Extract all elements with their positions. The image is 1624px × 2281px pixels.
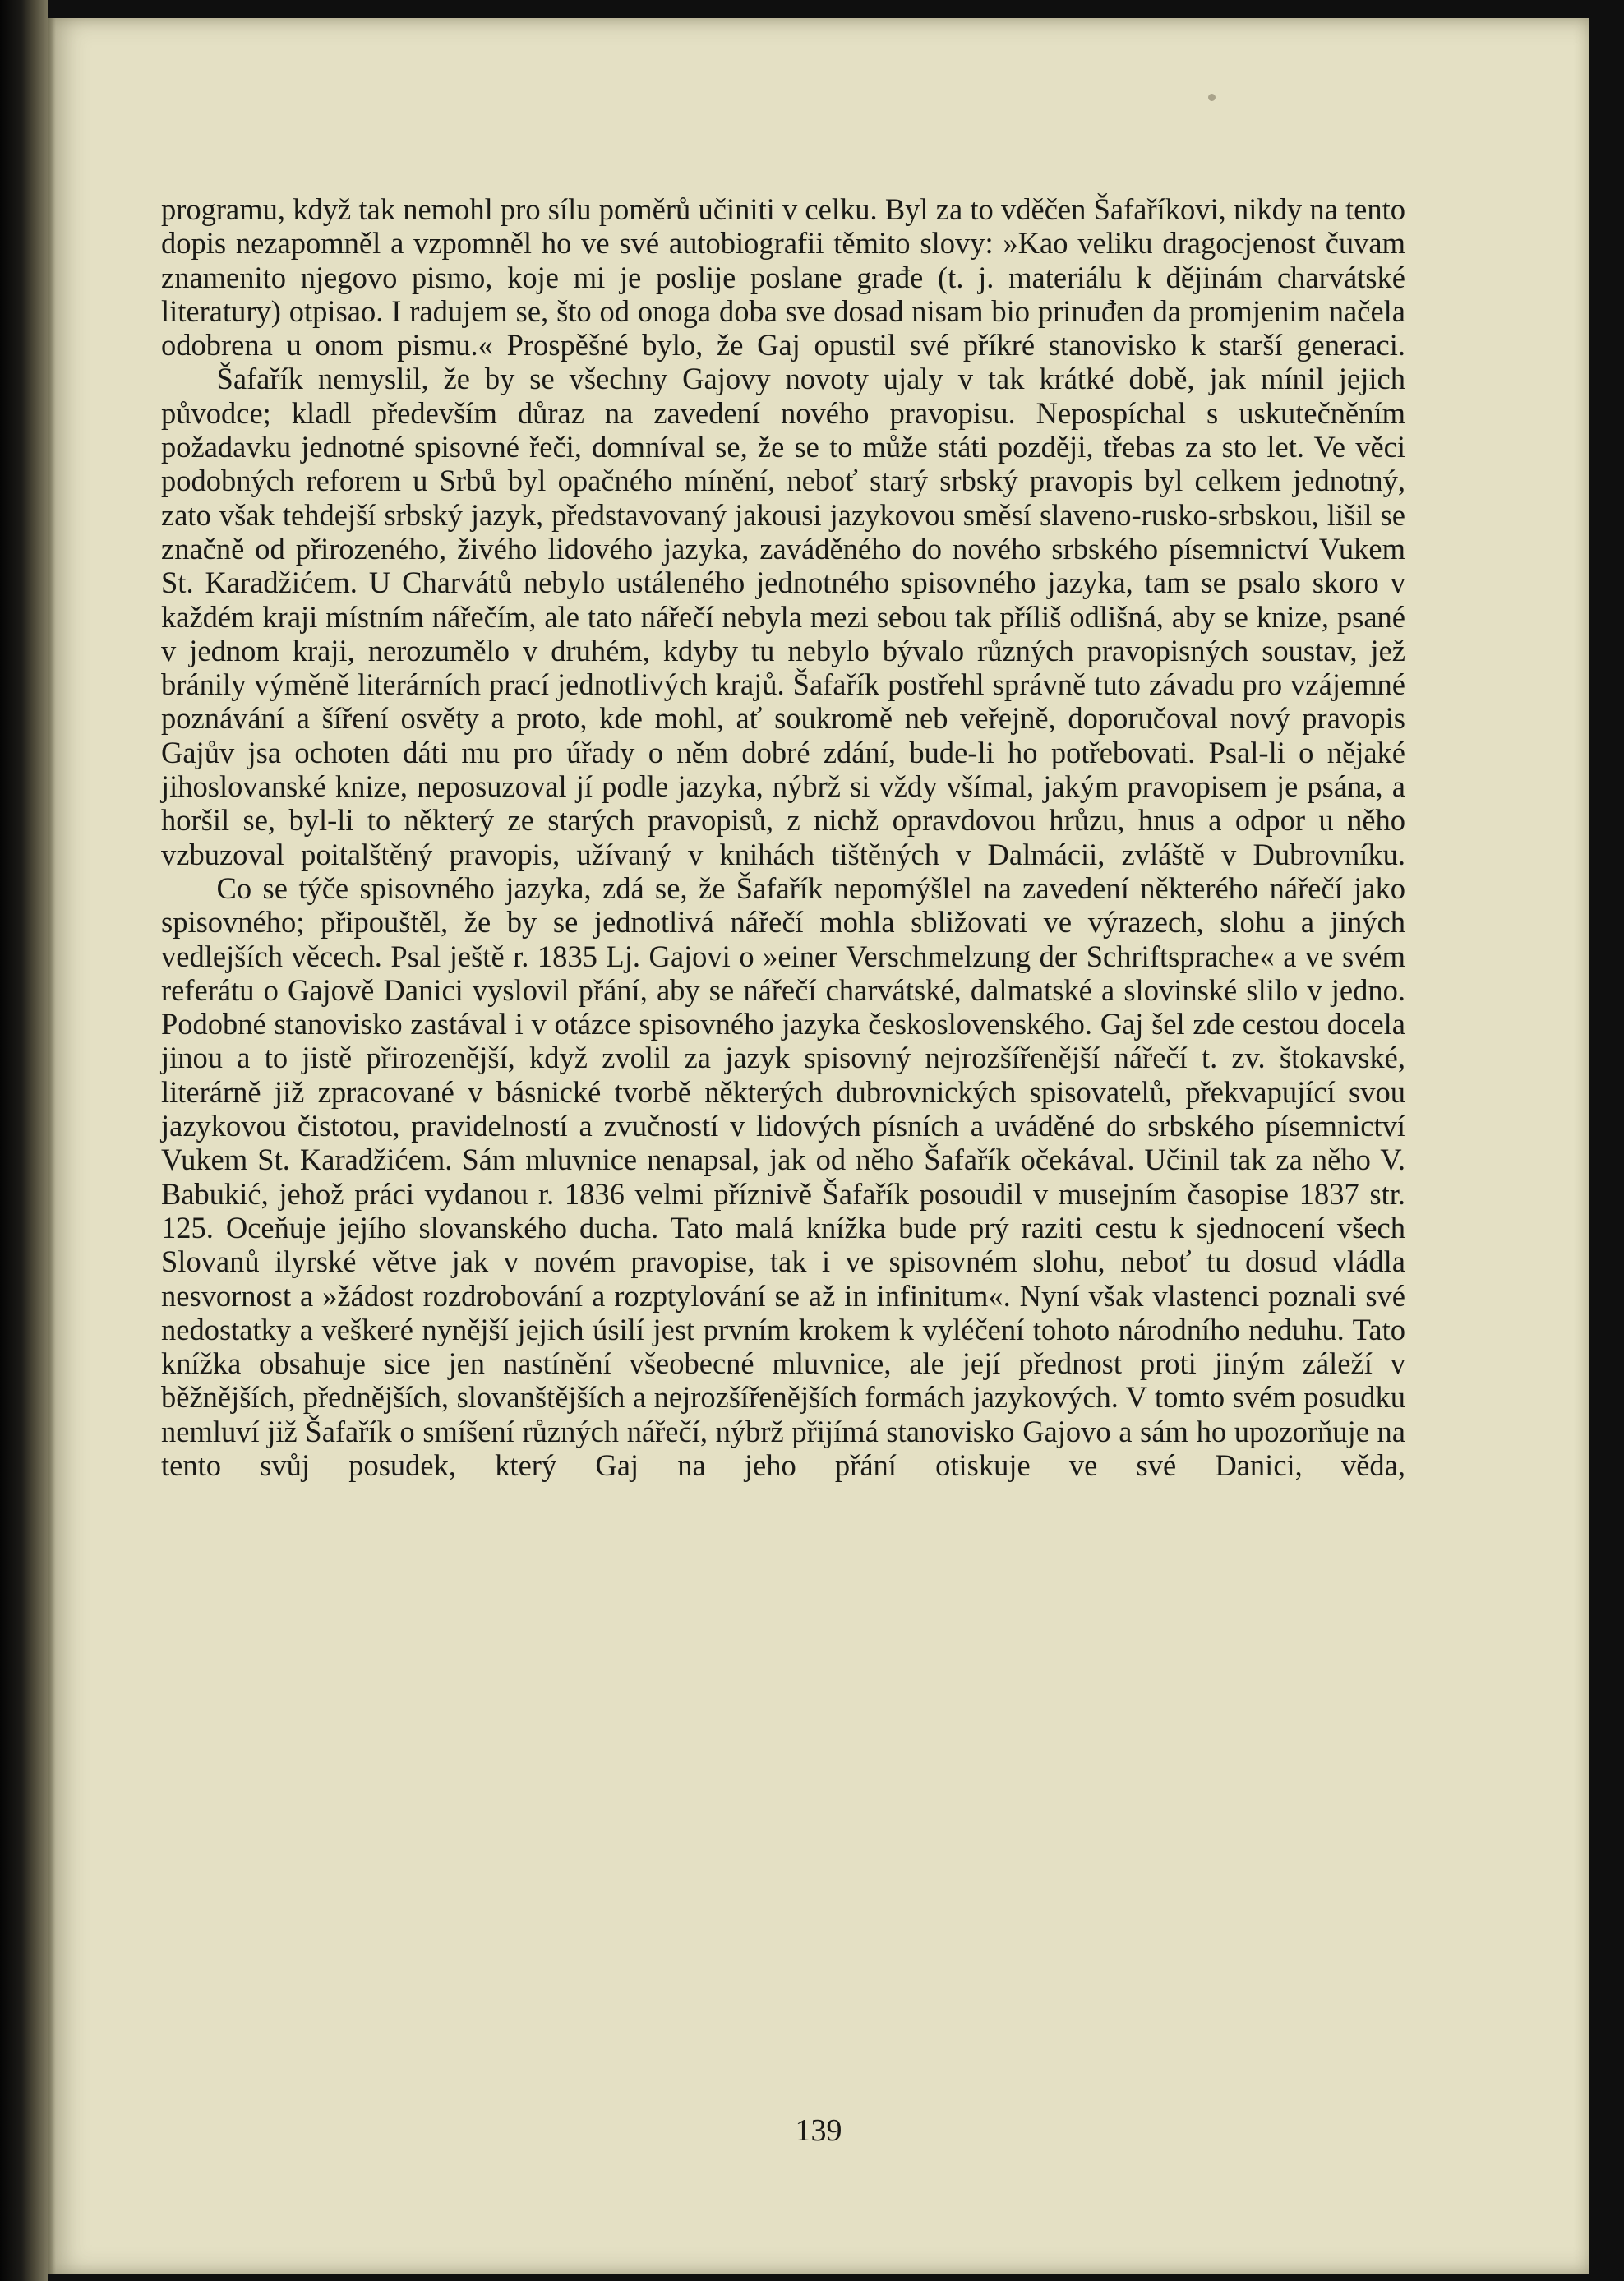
paragraph-safarik-reforms: Šafařík nemyslil, že by se všechny Gajovy novoty ujaly v tak krátké době, jak mínil jejich původce; kladl především důraz na zavedení nového pravopisu. Nepospíchal s uskutečněním požadavku jednotné spisovné řeči, domníval se, že se to může státi později, třebas za sto let. Ve věci podobných reforem u Srbů byl opačného mínění, neboť starý srbský pravopis byl celkem jednotný, zato však tehdejší srbský jazyk, představovaný jakousi jazykovou směsí slaveno-rusko-srbskou, lišil se značně od přirozeného, živého lidového jazyka, zaváděného do nového srbského písemnictví Vukem St. Karadžićem. U Charvátů nebylo ustáleného jednotného spisovného jazyka, tam se psalo skoro v každém kraji místním nářečím, ale tato nářečí nebyla mezi sebou tak příliš odlišná, aby se knize, psané v jednom kraji, nerozumělo v druhém, kdyby tu nebylo bývalo různých pravopisných soustav, jež bránily výměně literárních prací jednotlivých krajů. Šafařík postřehl správně tuto závadu pro vzájemné poznávání a šíření osvěty a proto, kde mohl, ať soukromě neb veřejně, doporučoval nový pravopis Gajův jsa ochoten dáti mu pro úřady o něm dobré zdání, bude-li ho potřebovati. Psal-li o nějaké jihoslovanské knize, neposuzoval jí podle jazyka, nýbrž si vždy všímal, jakým pravopisem je psána, a horšil se, byl-li to některý ze starých pravopisů, z nichž opravdovou hrůzu, hnus a odpor u něho vzbuzoval poitalštěný pravopis, užívaný v knihách tištěných v Dalmácii, zvláště v Dubrovníku. — [161, 362, 1405, 871]
body-text — [161, 192, 1405, 1482]
page-gutter-edge — [48, 18, 56, 2274]
paragraph-spisovny-jazyk: Co se týče spisovného jazyka, zdá se, že Šafařík nepomýšlel na zavedení některého nářečí jako spisovného; připouštěl, že by se jednotlivá nářečí mohla sbližovati ve výrazech, slohu a jiných vedlejších věcech. Psal ještě r. 1835 Lj. Gajovi o »einer Verschmelzung der Schriftsprache« a ve svém referátu o Gajově Danici vyslovil přání, aby se nářečí charvátské, dalmatské a slovinské slilo v jedno. Podobné stanovisko zastával i v otázce spisovného jazyka československého. Gaj šel zde cestou docela jinou a to jistě přirozenější, když zvolil za jazyk spisovný nejrozšířenější nářečí t. zv. štokavské, literárně již zpracované v básnické tvorbě některých dubrovnických spisovatelů, překvapující svou jazykovou čistotou, pravidelností a zvučností v lidových písních a uváděné do srbského písemnictví Vukem St. Karadžićem. Sám mluvnice nenapsal, jak od něho Šafařík očekával. Učinil tak za něho V. Babukić, jehož práci vydanou r. 1836 velmi příznivě Šafařík posoudil v musejním časopise 1837 str. 125. Oceňuje jejího slovanského ducha. Tato malá knížka bude prý raziti cestu k sjednocení všech Slovanů ilyrské větve jak v novém pravopise, tak i ve spisovném slohu, neboť tu dosud vládla nesvornost a »žádost rozdrobování a rozptylování se až in infinitum«. Nyní však vlastenci poznali své nedostatky a veškeré nynější jejich úsilí jest prvním krokem k vyléčení tohoto národního neduhu. Tato knížka obsahuje sice jen nastínění všeobecné mluvnice, ale její přednost proti jiným záleží v běžnějších, přednějších, slovanštějších a nejrozšířenějších formách jazykových. V tomto svém posudku nemluví již Šafařík o smíšení různých nářečí, nýbrž přijímá stanovisko Gajovo a sám ho upozorňuje na tento svůj posudek, který Gaj na jeho přání otiskuje ve své Danici, věda, — [161, 870, 1405, 1482]
book-page — [48, 18, 1589, 2274]
book-spine-shadow — [0, 0, 48, 2281]
paragraph-continued: programu, když tak nemohl pro sílu poměrů učiniti v celku. Byl za to vděčen Šafaříkovi, nikdy na tento dopis nezapomněl a vzpomněl ho ve své autobiografii těmito slovy: »Kao veliku dragocjenost čuvam znamenito njegovo pismo, koje mi je poslije poslane građe (t. j. materiálu k dějinám charvátské literatury) otpisao. I radujem se, što od onoga doba sve dosad nisam bio prinuđen da promjenim načela odobrena u onom pismu.« Prospěšné bylo, že Gaj opustil své příkré stanovisko k starší generaci. — [161, 192, 1405, 362]
page-number: 139 — [795, 2113, 842, 2148]
paper-speck — [1208, 94, 1216, 101]
